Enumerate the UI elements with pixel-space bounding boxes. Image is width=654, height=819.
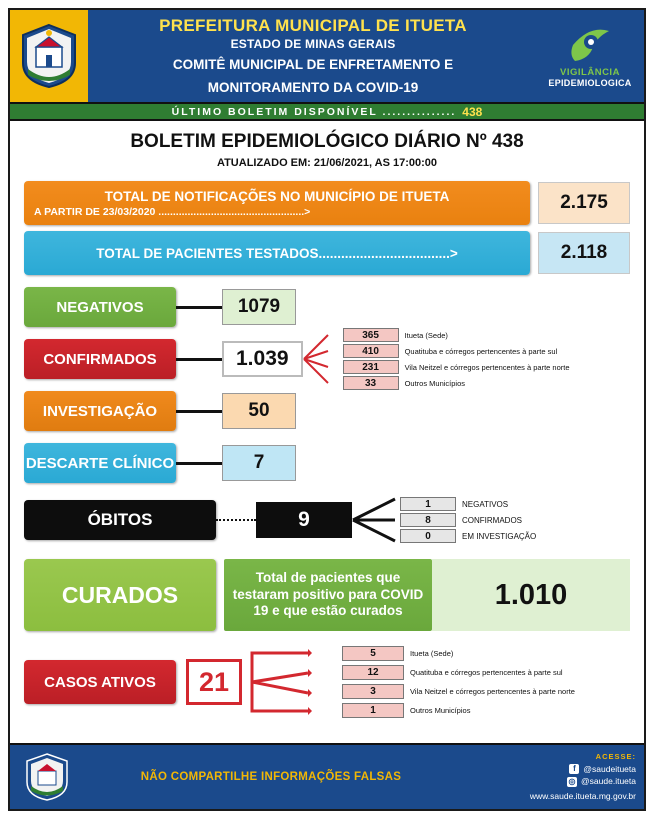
city-crest-icon — [25, 752, 69, 802]
breakdown-value: 231 — [343, 360, 399, 374]
footer-website[interactable]: www.saude.itueta.mg.gov.br — [529, 791, 636, 801]
tested-value: 2.118 — [538, 232, 630, 274]
footer-acesse-label: ACESSE: — [595, 752, 636, 762]
breakdown-label: EM INVESTIGAÇÃO — [462, 531, 537, 541]
breakdown-item — [342, 646, 575, 661]
stat-row-obitos — [24, 493, 644, 547]
page-subtitle: ATUALIZADO EM: 21/06/2021, AS 17:00:00 — [216, 157, 438, 169]
confirmados-connector — [176, 358, 222, 361]
confirmados-arrows-icon — [303, 327, 329, 391]
footer — [10, 743, 644, 809]
city-crest-icon — [20, 23, 78, 89]
breakdown-item — [342, 665, 575, 680]
notifications-sublabel: A PARTIR DE 23/03/2020 ..................................................> — [34, 205, 311, 218]
footer-contacts — [458, 751, 644, 803]
title-block — [10, 121, 644, 175]
footer-crest-container — [10, 752, 84, 802]
stat-row-descarte-clinico — [24, 441, 644, 485]
breakdown-label: Itueta (Sede) — [410, 649, 454, 658]
curados-description: Total de pacientes que testaram positivo para COVID 19 e que estão curados — [224, 559, 432, 631]
vigilancia-label-1: VIGILÂNCIA — [560, 66, 620, 78]
breakdown-value: 8 — [400, 513, 456, 527]
breakdown-value: 3 — [342, 684, 404, 699]
latest-bulletin-bar — [10, 102, 644, 121]
breakdown-value: 410 — [343, 344, 399, 358]
confirmados-breakdown — [343, 328, 570, 390]
vigilancia-eye-icon — [567, 25, 613, 65]
breakdown-label: Quatituba e córregos pertencentes à parte sul — [410, 668, 563, 677]
stats-section — [10, 285, 644, 547]
obitos-breakdown — [400, 497, 536, 543]
instagram-handle: @saude.itueta — [581, 776, 636, 787]
footer-instagram[interactable] — [458, 775, 636, 788]
negativos-value: 1079 — [222, 289, 296, 325]
breakdown-label: Vila Neitzel e córregos pertencentes à parte norte — [410, 687, 575, 696]
breakdown-label: Outros Municípios — [410, 706, 471, 715]
footer-message: NÃO COMPARTILHE INFORMAÇÕES FALSAS — [140, 771, 402, 783]
vigilancia-logo — [536, 10, 644, 102]
header-state: ESTADO DE MINAS GERAIS — [230, 36, 396, 51]
breakdown-label: Vila Neitzel e córregos pertencentes à parte norte — [404, 362, 570, 372]
breakdown-item — [343, 360, 570, 374]
casos-ativos-arrows-icon — [248, 645, 312, 719]
breakdown-value: 1 — [400, 497, 456, 511]
casos-ativos-row — [24, 645, 644, 719]
breakdown-value: 33 — [343, 376, 399, 390]
breakdown-item — [400, 513, 536, 527]
obitos-value: 9 — [256, 502, 352, 538]
casos-ativos-breakdown — [342, 646, 575, 718]
investigacao-connector — [176, 410, 222, 413]
stat-row-confirmados — [24, 329, 644, 389]
obitos-connector — [216, 519, 256, 521]
casos-ativos-value: 21 — [186, 659, 242, 705]
descarte-clinico-label: DESCARTE CLÍNICO — [24, 443, 176, 483]
investigacao-value: 50 — [222, 393, 296, 429]
confirmados-value: 1.039 — [222, 341, 303, 377]
breakdown-value: 5 — [342, 646, 404, 661]
footer-facebook[interactable] — [458, 763, 636, 776]
breakdown-value: 12 — [342, 665, 404, 680]
boletim-frame — [8, 8, 646, 811]
descarte-clinico-connector — [176, 462, 222, 465]
header — [10, 10, 644, 102]
breakdown-label: Outros Municípios — [404, 378, 466, 388]
header-title: PREFEITURA MUNICIPAL DE ITUETA — [159, 15, 467, 35]
crest-container — [10, 10, 90, 102]
breakdown-item — [400, 529, 536, 543]
curados-label: CURADOS — [24, 559, 216, 631]
page-title: BOLETIM EPIDEMIOLÓGICO DIÁRIO Nº 438 — [130, 131, 524, 152]
latest-bulletin-text: ÚLTIMO BOLETIM DISPONÍVEL ............... — [171, 105, 457, 118]
breakdown-item — [343, 376, 570, 390]
vigilancia-label-2: EPIDEMIOLOGICA — [548, 77, 632, 88]
stat-row-negativos — [24, 285, 644, 329]
tested-banner — [24, 231, 530, 275]
breakdown-item — [342, 703, 575, 718]
obitos-arrows-icon — [352, 493, 396, 547]
stat-row-investigacao — [24, 389, 644, 433]
latest-bulletin-number: 438 — [462, 104, 483, 119]
notifications-row — [24, 181, 630, 225]
negativos-label: NEGATIVOS — [24, 287, 176, 327]
breakdown-label: Itueta (Sede) — [404, 330, 448, 340]
breakdown-item — [400, 497, 536, 511]
breakdown-value: 0 — [400, 529, 456, 543]
curados-value: 1.010 — [432, 559, 630, 631]
breakdown-label: NEGATIVOS — [462, 499, 509, 509]
breakdown-value: 1 — [342, 703, 404, 718]
instagram-icon: ◎ — [568, 776, 576, 786]
breakdown-item — [342, 684, 575, 699]
header-text — [90, 10, 536, 102]
curados-row — [24, 559, 630, 631]
casos-ativos-label: CASOS ATIVOS — [24, 660, 176, 704]
breakdown-label: CONFIRMADOS — [462, 515, 522, 525]
facebook-icon: f — [569, 764, 579, 774]
breakdown-item — [343, 344, 570, 358]
breakdown-label: Quatituba e córregos pertencentes à parte sul — [404, 346, 558, 356]
tested-row — [24, 231, 630, 275]
breakdown-item — [343, 328, 570, 342]
notifications-label: TOTAL DE NOTIFICAÇÕES NO MUNICÍPIO DE ITUETA — [104, 188, 450, 204]
breakdown-value: 365 — [343, 328, 399, 342]
descarte-clinico-value: 7 — [222, 445, 296, 481]
obitos-label: ÓBITOS — [24, 500, 216, 540]
facebook-handle: @saudeitueta — [583, 763, 636, 774]
header-committee-1: COMITÊ MUNICIPAL DE ENFRETAMENTO E — [172, 56, 454, 72]
notifications-banner — [24, 181, 530, 225]
confirmados-label: CONFIRMADOS — [24, 339, 176, 379]
investigacao-label: INVESTIGAÇÃO — [24, 391, 176, 431]
notifications-value: 2.175 — [538, 182, 630, 224]
negativos-connector — [176, 306, 222, 309]
tested-label: TOTAL DE PACIENTES TESTADOS...................................> — [96, 245, 458, 261]
header-committee-2: MONITORAMENTO DA COVID-19 — [207, 79, 419, 95]
